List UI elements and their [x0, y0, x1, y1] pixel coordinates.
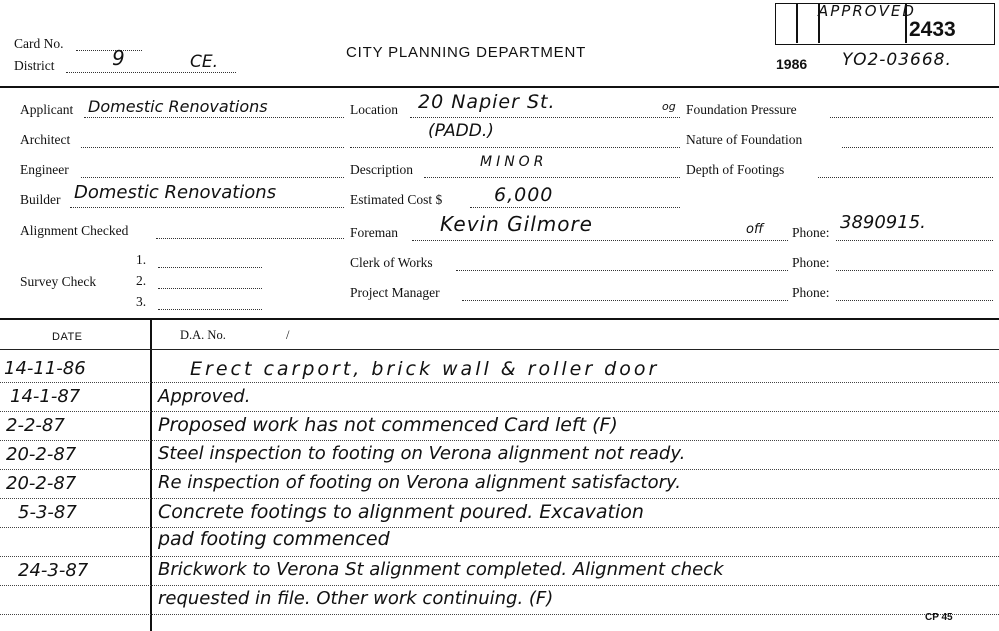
survey-line-1 [158, 267, 262, 268]
depth-of-footings-label: Depth of Footings [686, 162, 785, 177]
row-date: 20-2-87 [6, 473, 77, 494]
builder-value: Domestic Renovations [74, 182, 277, 203]
survey-line-2 [158, 288, 262, 289]
card-no-label: Card No. [14, 36, 64, 51]
row-text: Brickwork to Verona St alignment completed. Alignment check [158, 559, 724, 580]
builder-line [70, 207, 344, 208]
row-text: Approved. [158, 386, 251, 407]
table-row [0, 382, 999, 411]
table-row [0, 469, 999, 498]
row-text: Concrete footings to alignment poured. Excavation [158, 501, 644, 523]
estimated-cost-line [470, 207, 680, 208]
alignment-line [156, 238, 344, 239]
location-value-2: (PADD.) [428, 121, 494, 141]
applicant-value: Domestic Renovations [88, 97, 268, 116]
foundation-pressure-label: Foundation Pressure [686, 102, 797, 117]
row-text: Re inspection of footing on Verona alignment satisfactory. [158, 472, 682, 493]
department-title: CITY PLANNING DEPARTMENT [346, 44, 587, 61]
row-date: 14-11-86 [4, 358, 86, 379]
district-value: 9 [112, 46, 125, 70]
year: 1986 [776, 56, 808, 72]
header-row-rule [0, 349, 999, 350]
box-divider [796, 3, 798, 43]
da-no-mark: / [286, 328, 290, 342]
clerk-line [456, 270, 788, 271]
description-value: MINOR [480, 154, 548, 170]
file-reference: YO2-03668. [842, 50, 952, 70]
row-date: 14-1-87 [10, 386, 81, 407]
table-row [0, 585, 999, 614]
location-line-2 [350, 147, 680, 148]
foreman-phone: 3890915. [840, 212, 926, 233]
district-label: District [14, 58, 55, 73]
row-date: 24-3-87 [18, 560, 89, 581]
location-label: Location [350, 102, 398, 117]
table-row [0, 352, 999, 382]
header-rule [0, 86, 999, 88]
table-row [0, 411, 999, 440]
table-row [0, 527, 999, 556]
foreman-line [412, 240, 788, 241]
row-text: Steel inspection to footing on Verona alignment not ready. [158, 443, 686, 464]
row-text: Erect carport, brick wall & roller door [190, 358, 660, 380]
survey-3: 3. [136, 294, 147, 309]
row-date: 20-2-87 [6, 444, 77, 465]
foundation-pressure-line [830, 117, 993, 118]
foreman-note: off [746, 222, 764, 237]
row-date: 5-3-87 [18, 502, 77, 523]
card-no-line [76, 50, 142, 51]
table-row [0, 440, 999, 469]
table-row [0, 556, 999, 585]
row-text: pad footing commenced [158, 528, 390, 550]
district-code: CE. [190, 52, 219, 72]
district-line [66, 72, 236, 73]
da-no-header: D.A. No. [180, 328, 226, 342]
survey-check-label: Survey Check [20, 274, 97, 289]
applicant-label: Applicant [20, 102, 74, 117]
project-manager-label: Project Manager [350, 285, 440, 300]
foreman-phone-label: Phone: [792, 225, 830, 240]
pm-phone-line [836, 300, 993, 301]
engineer-line [81, 177, 344, 178]
clerk-phone-label: Phone: [792, 255, 830, 270]
row-date: 2-2-87 [6, 415, 65, 436]
survey-2: 2. [136, 273, 147, 288]
clerk-of-works-label: Clerk of Works [350, 255, 433, 270]
date-header: DATE [52, 331, 83, 343]
alignment-checked-label: Alignment Checked [20, 223, 129, 238]
location-value: 20 Napier St. [418, 91, 556, 113]
estimated-cost-label: Estimated Cost $ [350, 192, 443, 207]
nature-of-foundation-line [842, 147, 993, 148]
architect-line [81, 147, 344, 148]
description-label: Description [350, 162, 413, 177]
project-manager-line [462, 300, 788, 301]
survey-1: 1. [136, 252, 147, 267]
pm-phone-label: Phone: [792, 285, 830, 300]
row-rule [0, 614, 999, 615]
foreman-value: Kevin Gilmore [440, 212, 593, 236]
table-row [0, 498, 999, 527]
location-line [410, 117, 680, 118]
location-suffix: og [662, 100, 676, 113]
builder-label: Builder [20, 192, 61, 207]
estimated-cost-value: 6,000 [494, 184, 554, 206]
description-line [424, 177, 680, 178]
card-number: 2433 [909, 18, 956, 41]
nature-of-foundation-label: Nature of Foundation [686, 132, 803, 147]
applicant-line [84, 117, 344, 118]
architect-label: Architect [20, 132, 71, 147]
form-code: CP 45 [925, 612, 953, 623]
row-text: Proposed work has not commenced Card left (F) [158, 414, 618, 436]
approved-stamp: APPROVED [818, 2, 916, 20]
row-text: requested in file. Other work continuing. (F) [158, 588, 554, 609]
clerk-phone-line [836, 270, 993, 271]
depth-of-footings-line [818, 177, 993, 178]
survey-line-3 [158, 309, 262, 310]
engineer-label: Engineer [20, 162, 69, 177]
foreman-phone-line [836, 240, 993, 241]
foreman-label: Foreman [350, 225, 398, 240]
